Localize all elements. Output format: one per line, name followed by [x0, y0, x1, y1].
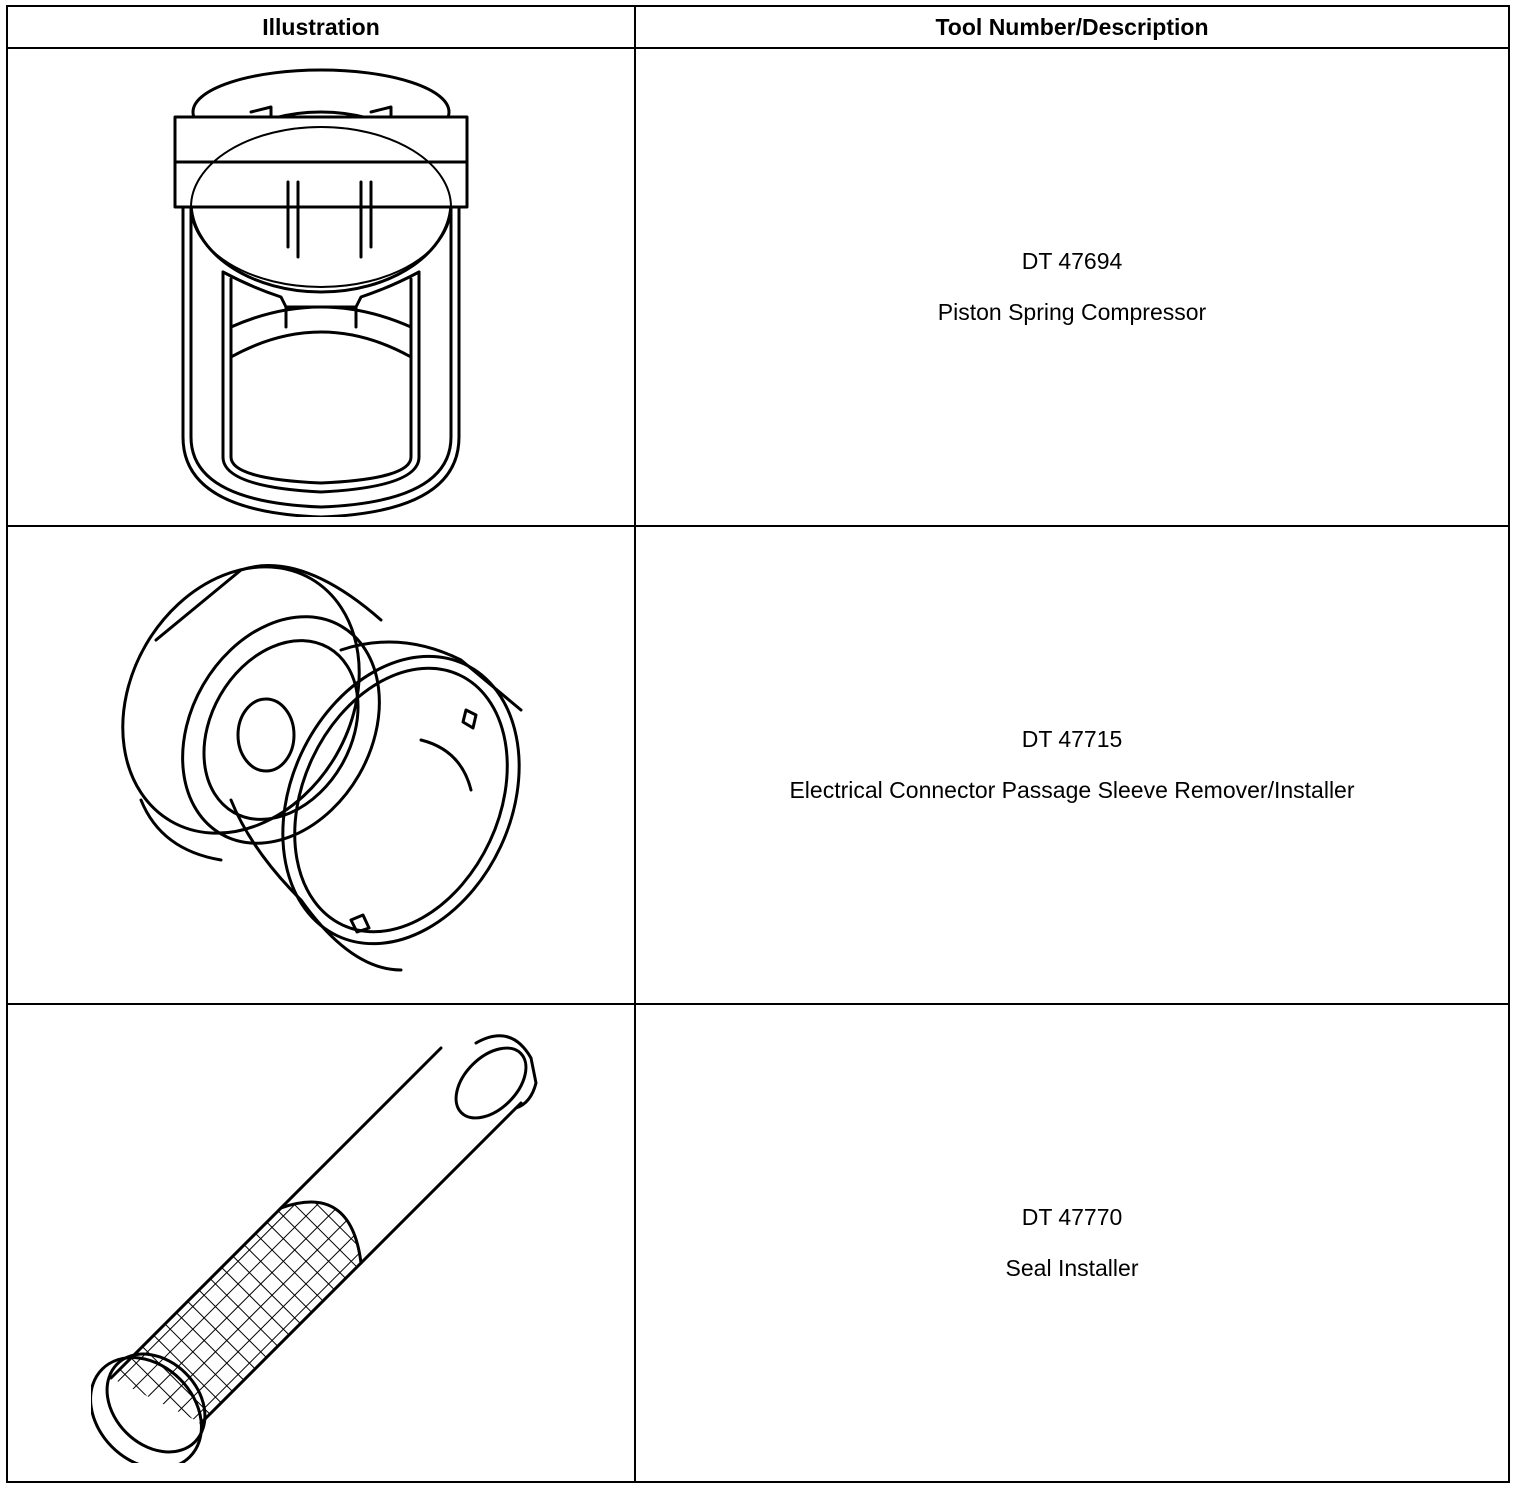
table-row	[7, 48, 1509, 526]
table-row	[7, 526, 1509, 1004]
illustration-cell	[7, 1004, 635, 1482]
header-illustration: Illustration	[7, 6, 635, 48]
illustration-cell	[7, 526, 635, 1004]
tool-name: Piston Spring Compressor	[937, 299, 1207, 325]
description-cell	[635, 526, 1509, 1004]
header-row	[7, 6, 1509, 48]
seal-installer-icon	[91, 1023, 551, 1463]
header-tool-number-description: Tool Number/Description	[635, 6, 1509, 48]
tool-number: DT 47715	[1021, 726, 1123, 752]
illustration-cell	[7, 48, 635, 526]
tool-number: DT 47770	[1021, 1204, 1123, 1230]
description-cell	[635, 48, 1509, 526]
piston-spring-compressor-icon	[161, 57, 481, 517]
tool-name: Seal Installer	[1005, 1255, 1139, 1281]
table-row	[7, 1004, 1509, 1482]
tool-table	[6, 5, 1510, 1483]
tool-name: Electrical Connector Passage Sleeve Remover/Installer	[789, 777, 1355, 803]
tool-number: DT 47694	[1021, 248, 1123, 274]
description-cell	[635, 1004, 1509, 1482]
sleeve-remover-installer-icon	[101, 550, 541, 980]
